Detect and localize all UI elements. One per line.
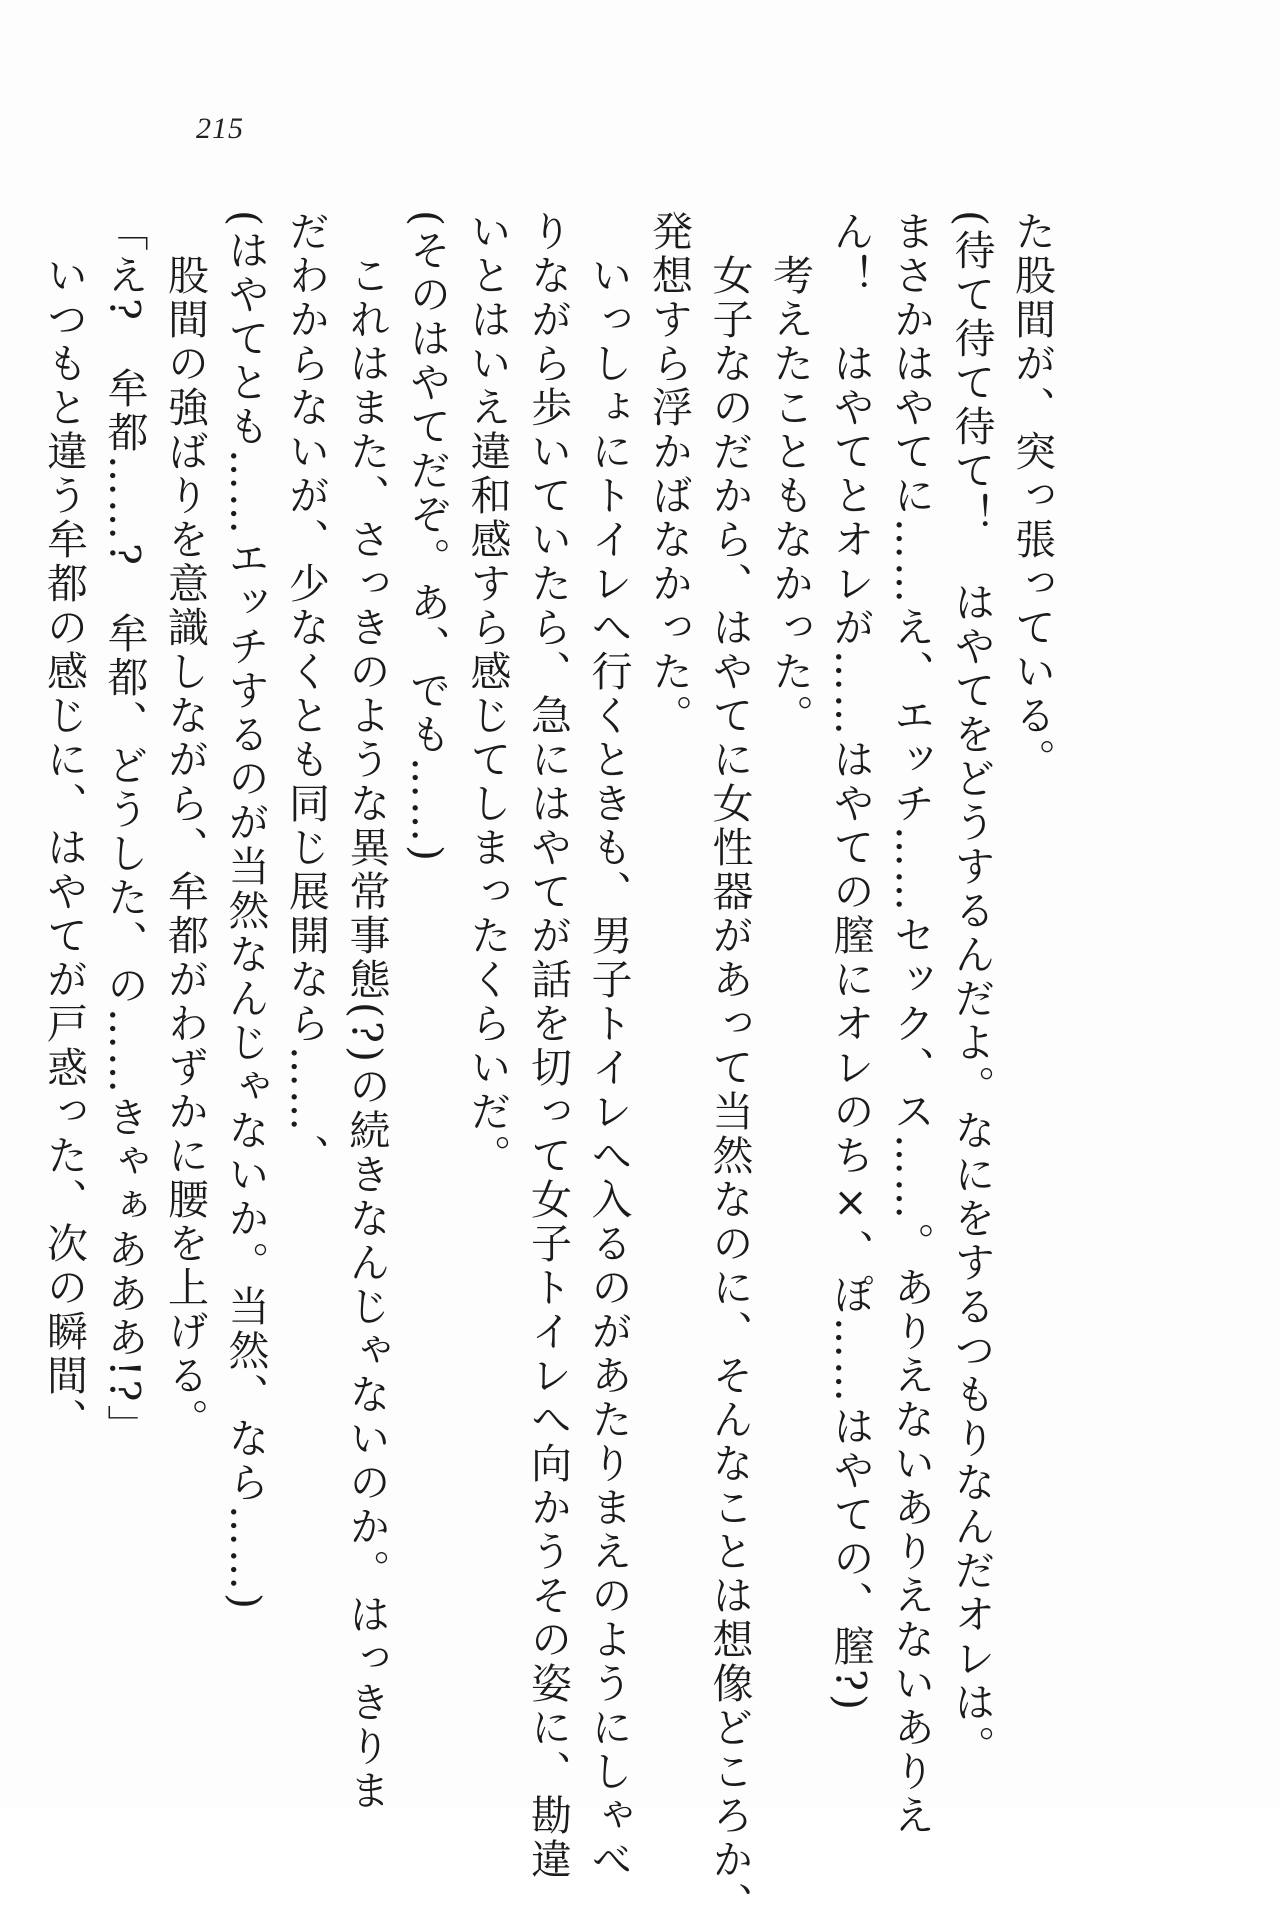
text-line: ん！ はやてとオレが……はやての膣にオレのち×、ぽ……はやての、膣?): [826, 210, 875, 1713]
text-line: 考えたこともなかった。: [766, 210, 814, 738]
text-line: これはまた、さっきのような異常事態(?)の続きなんじゃないのか。はっきりま: [342, 210, 391, 1813]
text-line: 女子なのだから、はやてに女性器があって当然なのに、そんなことは想像どころか、: [705, 210, 754, 1926]
text-line: だわからないが、少なくとも同じ展開なら……、: [282, 210, 330, 1178]
text-line: (待て待て待て！ はやてをどうするんだよ。なにをするつもりなんだオレは。: [947, 210, 996, 1769]
text-line: りながら歩いていたら、急にはやてが話を切って女子トイレへ向かうその姿に、勘違: [524, 210, 572, 1882]
text-line: まさかはやてに……え、エッチ……セック、ス……。ありえないありえないありえ: [887, 210, 935, 1838]
text-line: (そのはやてだぞ。あ、でも……): [403, 210, 451, 864]
text-line: いつもと違う牟都の感じに、はやてが戸惑った、次の瞬間、: [40, 210, 88, 1442]
text-line: 発想すら浮かばなかった。: [645, 210, 693, 738]
text-line: いとはいえ違和感すら感じてしまったくらいだ。: [463, 210, 512, 1178]
text-line: (はやてとも……エッチするのが当然なんじゃないか。当然、なら……): [221, 210, 270, 1612]
text-line: 「え? 牟都……? 牟都、どうした、の……きゃぁあああ!?」: [100, 210, 149, 1449]
vertical-text-body: [34, 210, 1063, 1926]
text-line: いっしょにトイレへ行くときも、男子トイレへ入るのがあたりまえのようにしゃべ: [584, 210, 633, 1882]
text-line: た股間が、突っ張っている。: [1008, 210, 1056, 782]
text-line: 股間の強ばりを意識しながら、牟都がわずかに腰を上げる。: [161, 210, 209, 1442]
page-number: 215: [196, 112, 244, 145]
